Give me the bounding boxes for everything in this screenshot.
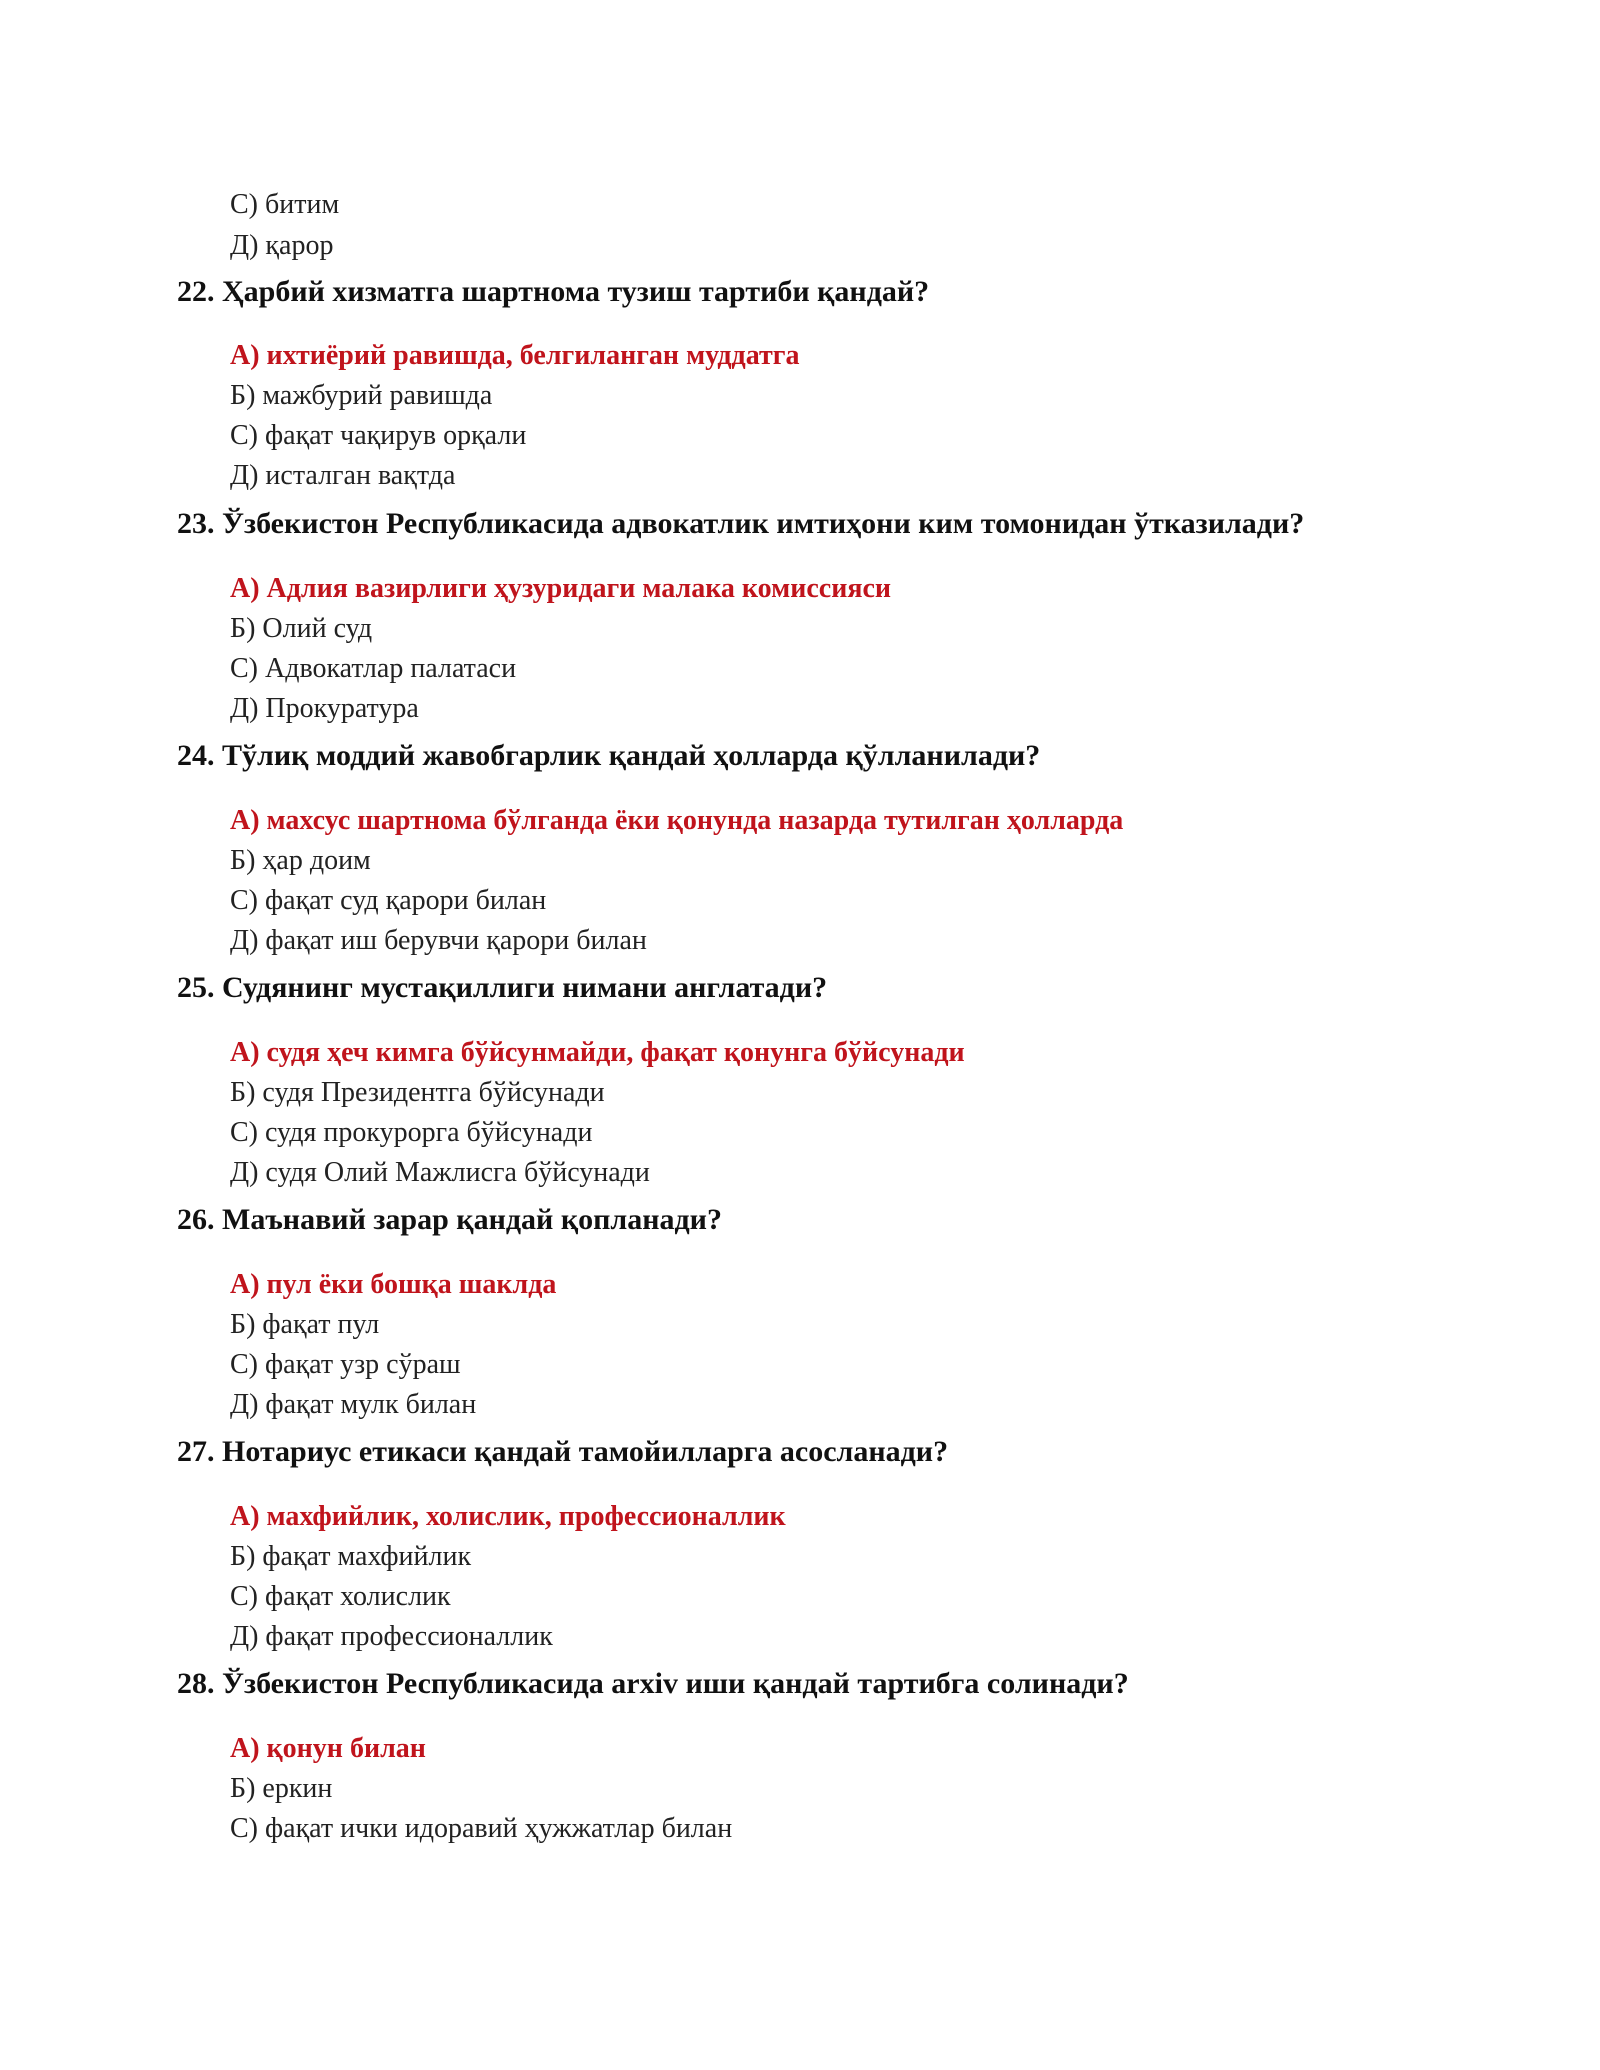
question-title (177, 277, 929, 307)
answer-option-correct: А) Адлия вазирлиги ҳузуридаги малака комиссияси (230, 573, 892, 604)
question-text: Судянинг мустақиллиги нимани англатади? (222, 971, 828, 1004)
question-title (177, 973, 827, 1003)
answer-option: С) фақат суд қарори билан (230, 885, 547, 916)
answer-option: Б) фақат махфийлик (230, 1541, 472, 1572)
answer-option: Б) Олий суд (230, 613, 373, 644)
question-number: 28. (177, 1667, 215, 1700)
answer-option: Б) фақат пул (230, 1309, 380, 1340)
answer-option-correct: А) пул ёки бошқа шаклда (230, 1269, 557, 1300)
question-text: Ўзбекистон Республикасида arxiv иши қандай тартибга солинади? (222, 1667, 1129, 1700)
answer-option: С) битим (230, 189, 340, 220)
answer-option: С) фақат чақирув орқали (230, 420, 527, 451)
question-number: 24. (177, 739, 215, 772)
question-text: Маънавий зарар қандай қопланади? (222, 1203, 722, 1236)
answer-option: С) фақат ички идоравий ҳужжатлар билан (230, 1813, 733, 1844)
answer-option-correct: А) ихтиёрий равишда, белгиланган муддатга (230, 340, 800, 371)
question-title (177, 741, 1040, 771)
question-number: 22. (177, 275, 215, 308)
question-title (177, 1669, 1129, 1699)
answer-option: Б) судя Президентга бўйсунади (230, 1077, 605, 1108)
question-number: 27. (177, 1435, 215, 1468)
answer-option-correct: А) махсус шартнома бўлганда ёки қонунда назарда тутилган ҳолларда (230, 805, 1124, 836)
answer-option: Д) судя Олий Мажлисга бўйсунади (230, 1157, 650, 1188)
question-number: 26. (177, 1203, 215, 1236)
question-text: Нотариус етикаси қандай тамойилларга асосланади? (222, 1435, 949, 1468)
question-text: Тўлиқ моддий жавобгарлик қандай ҳолларда қўлланилади? (222, 739, 1041, 772)
answer-option: Б) мажбурий равишда (230, 380, 493, 411)
question-text: Ўзбекистон Республикасида адвокатлик имтиҳони ким томонидан ўтказилади? (222, 507, 1305, 540)
answer-option-correct: А) махфийлик, холислик, профессионаллик (230, 1501, 786, 1532)
answer-option: Д) исталган вақтда (230, 460, 456, 491)
question-number: 25. (177, 971, 215, 1004)
answer-option-correct: А) судя ҳеч кимга бўйсунмайди, фақат қонунга бўйсунади (230, 1037, 965, 1068)
question-text: Ҳарбий хизматга шартнома тузиш тартиби қандай? (222, 275, 930, 308)
answer-option: С) фақат узр сўраш (230, 1349, 461, 1380)
question-title (177, 1437, 948, 1467)
answer-option: Д) фақат профессионаллик (230, 1621, 553, 1652)
answer-option: С) судя прокурорга бўйсунади (230, 1117, 593, 1148)
answer-option: Б) еркин (230, 1773, 333, 1804)
question-title (177, 1205, 722, 1235)
question-title (177, 509, 1304, 539)
answer-option: С) Адвокатлар палатаси (230, 653, 517, 684)
answer-option: С) фақат холислик (230, 1581, 451, 1612)
answer-option: Д) фақат иш берувчи қарори билан (230, 925, 647, 956)
answer-option: Д) қарор (230, 230, 334, 261)
answer-option-correct: А) қонун билан (230, 1733, 426, 1764)
answer-option: Д) Прокуратура (230, 693, 419, 724)
question-number: 23. (177, 507, 215, 540)
answer-option: Д) фақат мулк билан (230, 1389, 477, 1420)
answer-option: Б) ҳар доим (230, 845, 371, 876)
